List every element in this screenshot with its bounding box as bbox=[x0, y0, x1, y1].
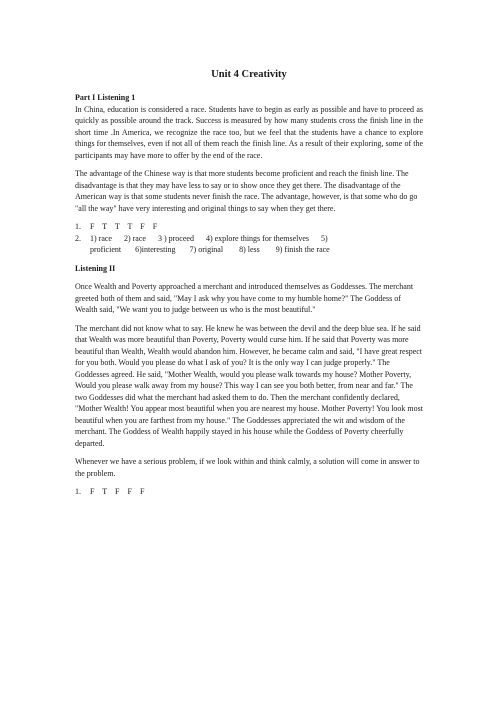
answer-text: F T F F F bbox=[90, 487, 145, 496]
part2-paragraph-2: The merchant did not know what to say. He knew he was between the devil and the deep blue sea. If he said that Wealth was more beautiful than Poverty, Poverty would curse him. If he said that Poverty was more beautiful than Wealth, Wealth would abandon him. However, he became calm and said, "I have great respect for you both. Would you please do what I ask of you? It is the only way I can judge properly." The Goddesses agreed. He said, "Mother Wealth, would you please walk towards my house? Mother Poverty, Would you please walk away from my house? This way I can see you both better, from near and far." The two Goddesses did what the merchant had asked them to do. Then the merchant confidently declared, "Mother Wealth! You appear most beautiful when you are nearest my house. Mother Poverty! You look most beautiful when you are farthest from my house." The Goddesses appreciated the wit and wisdom of the merchant. The Goddess of Wealth happily stayed in his house while the Goddess of Poverty cheerfully departed. bbox=[75, 323, 423, 448]
answer-text: F T T T F F bbox=[90, 222, 158, 231]
part2-paragraph-3: Whenever we have a serious problem, if we look within and think calmly, a solution will come in answer to the problem. bbox=[75, 457, 420, 478]
answer-number: 1. bbox=[75, 487, 81, 496]
answer-text: 1) race 2) race 3 ) proceed 4) explore things for themselves 5) bbox=[90, 233, 328, 243]
document-title: Unit 4 Creativity bbox=[211, 69, 287, 80]
answer-item bbox=[75, 233, 423, 245]
answer-item bbox=[75, 221, 423, 233]
part1-answer-list bbox=[75, 221, 423, 256]
answer-text-continued: proficient 6)interesting 7) original 8) less 9) finish the race bbox=[90, 245, 330, 254]
part2-paragraph-1: Once Wealth and Poverty approached a merchant and introduced themselves as Goddesses. The merchant greeted both of them and said, "May I ask why you have come to my humble home?" The Goddess of Wealth said, "We want you to judge between us who is the most beautiful." bbox=[75, 282, 414, 314]
part1-paragraph-1: In China, education is considered a race. Students have to begin as early as possible and have to proceed as quickly as possible around the track. Success is measured by how many students cross the finish line in the short time .In America, we recognize the race too, but we feel that the students have a chance to explore things for themselves, even if not all of them reach the finish line. As a result of their exploring, some of the participants may have more to offer by the end of the race. bbox=[75, 104, 423, 160]
answer-number: 2. bbox=[75, 233, 81, 243]
part2-answer-list bbox=[75, 486, 423, 498]
document-page bbox=[75, 68, 423, 498]
answer-item bbox=[75, 486, 423, 498]
part1-paragraph-2: The advantage of the Chinese way is that more students become proficient and reach the finish line. The disadvantage is that they may have less to say or to show once they get there. The disadvantage of the American way is that some students never finish the race. The advantage, however, is that some who do go "all the way" have very interesting and original things to say when they get there. bbox=[75, 169, 418, 213]
section-heading-part1: Part I Listening 1 bbox=[75, 93, 136, 102]
section-heading-part2: Listening II bbox=[75, 263, 116, 273]
answer-number: 1. bbox=[75, 222, 81, 231]
